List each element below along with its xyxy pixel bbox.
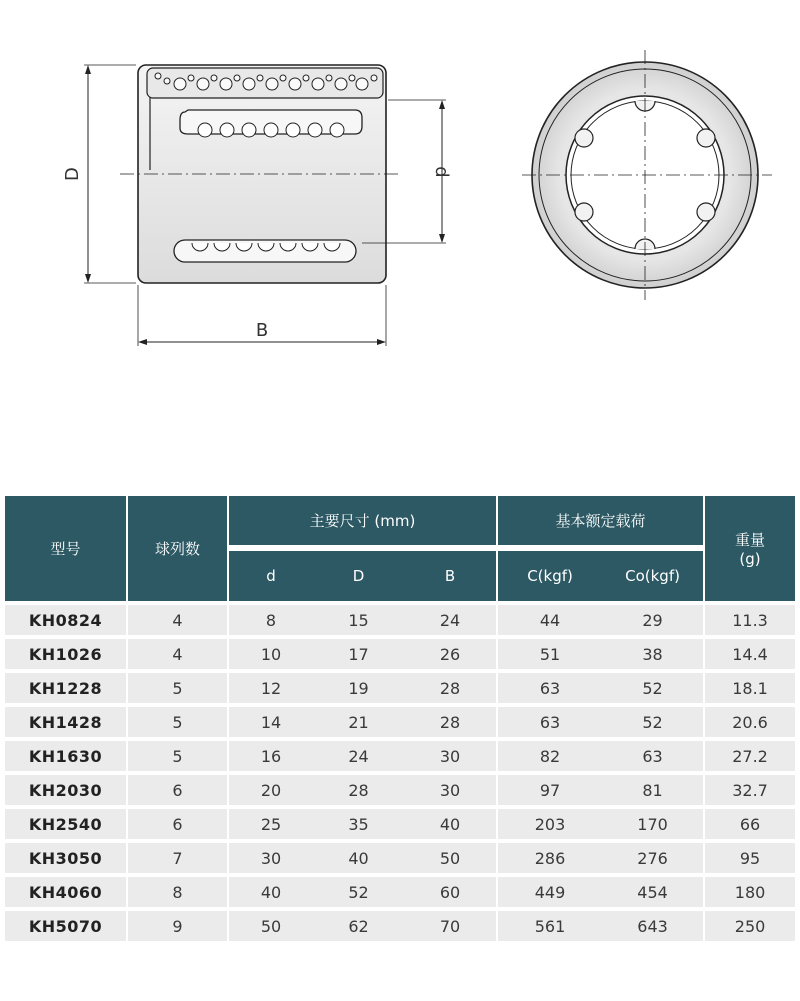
cell-ball-rows: 8: [126, 877, 227, 907]
cell-B: 30: [404, 741, 496, 771]
cell-model: KH1026: [5, 639, 126, 669]
dim-label-d: d: [431, 166, 452, 178]
cell-B: 70: [404, 911, 496, 941]
cell-weight: 95: [703, 843, 795, 873]
cell-Co: 29: [602, 605, 703, 635]
header-main-dims: 主要尺寸 (mm): [227, 496, 496, 547]
cell-C: 286: [496, 843, 602, 873]
cell-D: 28: [313, 775, 404, 805]
header-ball-rows: 球列数: [126, 496, 227, 601]
cell-weight: 27.2: [703, 741, 795, 771]
cell-ball-rows: 6: [126, 775, 227, 805]
cell-Co: 454: [602, 877, 703, 907]
cell-D: 17: [313, 639, 404, 669]
cell-Co: 81: [602, 775, 703, 805]
cell-d: 8: [227, 605, 313, 635]
table-row: [5, 741, 795, 771]
cell-B: 60: [404, 877, 496, 907]
bearing-drawing: [0, 0, 800, 400]
cell-ball-rows: 4: [126, 639, 227, 669]
cell-ball-rows: 6: [126, 809, 227, 839]
spec-table: [5, 492, 795, 945]
cell-d: 10: [227, 639, 313, 669]
cell-weight: 14.4: [703, 639, 795, 669]
cell-C: 561: [496, 911, 602, 941]
cell-model: KH4060: [5, 877, 126, 907]
cell-weight: 250: [703, 911, 795, 941]
header-weight-unit: (g): [739, 550, 761, 568]
table-row: [5, 775, 795, 805]
cell-ball-rows: 4: [126, 605, 227, 635]
cell-B: 24: [404, 605, 496, 635]
cell-d: 40: [227, 877, 313, 907]
cell-weight: 20.6: [703, 707, 795, 737]
dim-label-D: D: [62, 167, 83, 181]
header-Co: Co(kgf): [602, 551, 703, 601]
cell-model: KH1428: [5, 707, 126, 737]
cell-C: 449: [496, 877, 602, 907]
header-D: D: [313, 551, 404, 601]
table-row: [5, 843, 795, 873]
cell-ball-rows: 5: [126, 673, 227, 703]
table-row: [5, 639, 795, 669]
cell-B: 50: [404, 843, 496, 873]
cell-C: 203: [496, 809, 602, 839]
cell-Co: 52: [602, 673, 703, 703]
cell-weight: 32.7: [703, 775, 795, 805]
cell-Co: 276: [602, 843, 703, 873]
cell-D: 62: [313, 911, 404, 941]
cell-C: 63: [496, 707, 602, 737]
cell-weight: 66: [703, 809, 795, 839]
table-row: [5, 877, 795, 907]
cell-model: KH2540: [5, 809, 126, 839]
table-row: [5, 673, 795, 703]
cell-C: 97: [496, 775, 602, 805]
cell-D: 52: [313, 877, 404, 907]
cell-C: 44: [496, 605, 602, 635]
table-row: [5, 707, 795, 737]
cell-ball-rows: 7: [126, 843, 227, 873]
cell-ball-rows: 5: [126, 741, 227, 771]
cell-D: 21: [313, 707, 404, 737]
cell-Co: 63: [602, 741, 703, 771]
cell-d: 16: [227, 741, 313, 771]
cell-model: KH2030: [5, 775, 126, 805]
cell-Co: 38: [602, 639, 703, 669]
cell-d: 30: [227, 843, 313, 873]
cell-weight: 18.1: [703, 673, 795, 703]
header-weight-label: 重量: [735, 531, 766, 549]
header-model: 型号: [5, 496, 126, 601]
header-C: C(kgf): [496, 551, 602, 601]
cell-ball-rows: 9: [126, 911, 227, 941]
cell-model: KH3050: [5, 843, 126, 873]
cell-B: 28: [404, 673, 496, 703]
cell-d: 12: [227, 673, 313, 703]
cell-D: 35: [313, 809, 404, 839]
cell-Co: 643: [602, 911, 703, 941]
spec-table-body: [5, 605, 795, 941]
cell-C: 82: [496, 741, 602, 771]
cell-Co: 170: [602, 809, 703, 839]
end-view: [522, 50, 772, 300]
cell-ball-rows: 5: [126, 707, 227, 737]
cell-C: 51: [496, 639, 602, 669]
cell-d: 14: [227, 707, 313, 737]
cell-D: 19: [313, 673, 404, 703]
cell-B: 40: [404, 809, 496, 839]
dim-label-B: B: [255, 320, 269, 341]
cell-B: 30: [404, 775, 496, 805]
header-weight: [703, 496, 795, 601]
cell-B: 28: [404, 707, 496, 737]
header-basic-load: 基本额定载荷: [496, 496, 703, 547]
header-d: d: [227, 551, 313, 601]
table-row: [5, 809, 795, 839]
cell-model: KH1630: [5, 741, 126, 771]
table-row: [5, 605, 795, 635]
cell-D: 15: [313, 605, 404, 635]
cell-B: 26: [404, 639, 496, 669]
cell-model: KH0824: [5, 605, 126, 635]
side-view: [84, 65, 446, 346]
cell-d: 50: [227, 911, 313, 941]
cell-D: 40: [313, 843, 404, 873]
header-B: B: [404, 551, 496, 601]
cell-weight: 11.3: [703, 605, 795, 635]
cell-D: 24: [313, 741, 404, 771]
cell-d: 20: [227, 775, 313, 805]
cell-d: 25: [227, 809, 313, 839]
cell-Co: 52: [602, 707, 703, 737]
table-row: [5, 911, 795, 941]
cell-model: KH5070: [5, 911, 126, 941]
cell-weight: 180: [703, 877, 795, 907]
cell-model: KH1228: [5, 673, 126, 703]
cell-C: 63: [496, 673, 602, 703]
